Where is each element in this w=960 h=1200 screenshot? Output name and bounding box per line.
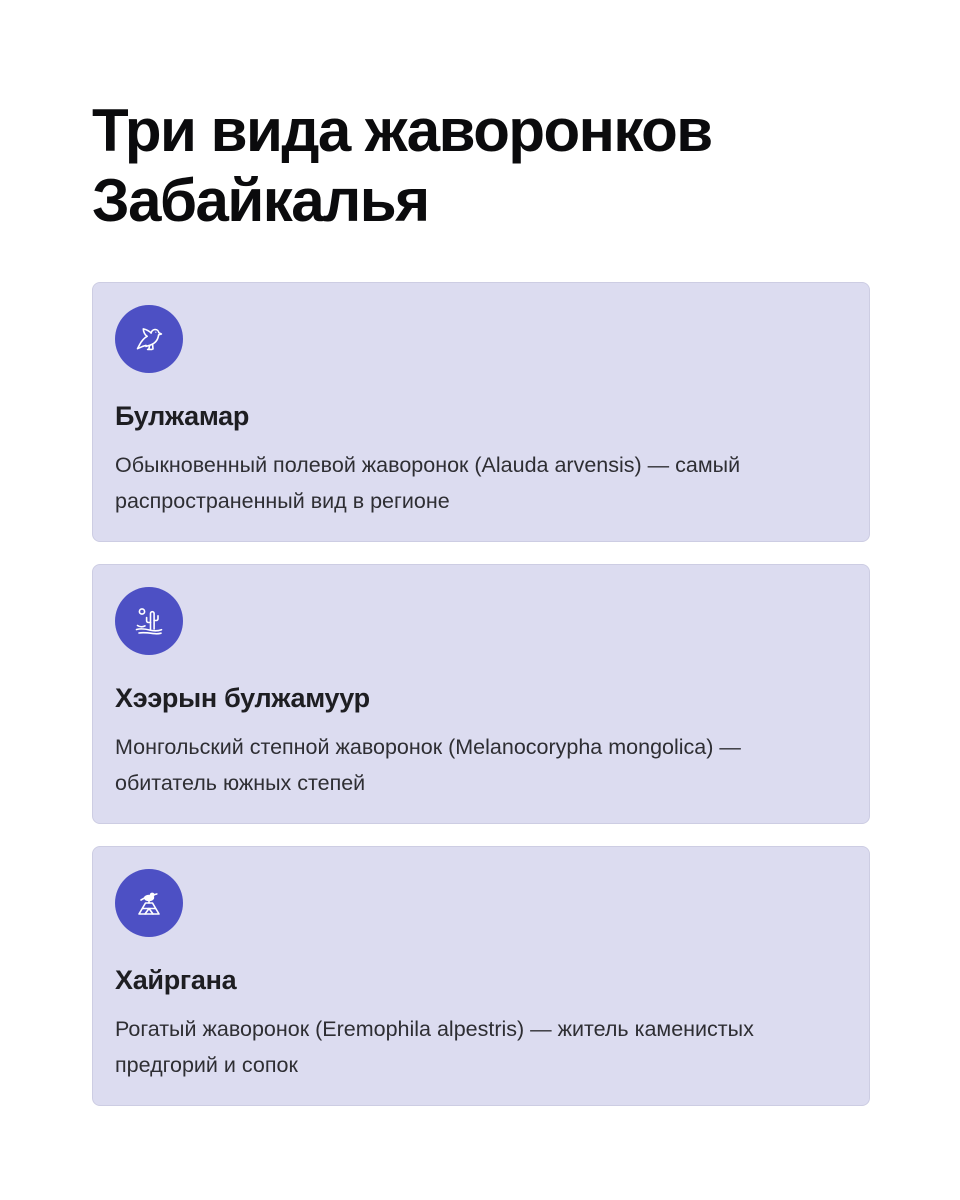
species-card-bulzhamar — [92, 282, 870, 542]
species-card-kheeryn-bulzhamuur — [92, 564, 870, 824]
mountain-bird-icon — [115, 869, 183, 937]
page-content — [92, 96, 870, 1077]
page-title: Три вида жаворонков Забайкалья — [92, 97, 712, 234]
species-card-khairgana — [92, 846, 870, 1106]
card-description: Монгольский степной жаворонок (Melanocorypha mongolica) — обитатель южных степей — [115, 735, 741, 795]
species-cards — [92, 282, 870, 1128]
card-title: Булжамар — [115, 401, 250, 431]
cactus-sun-icon — [115, 587, 183, 655]
card-title: Хээрын булжамуур — [115, 683, 370, 713]
bird-icon — [115, 305, 183, 373]
card-description: Обыкновенный полевой жаворонок (Alauda arvensis) — самый распространенный вид в регионе — [115, 453, 741, 513]
card-title: Хайргана — [115, 965, 237, 995]
card-description: Рогатый жаворонок (Eremophila alpestris) — житель каменистых предгорий и сопок — [115, 1017, 754, 1077]
